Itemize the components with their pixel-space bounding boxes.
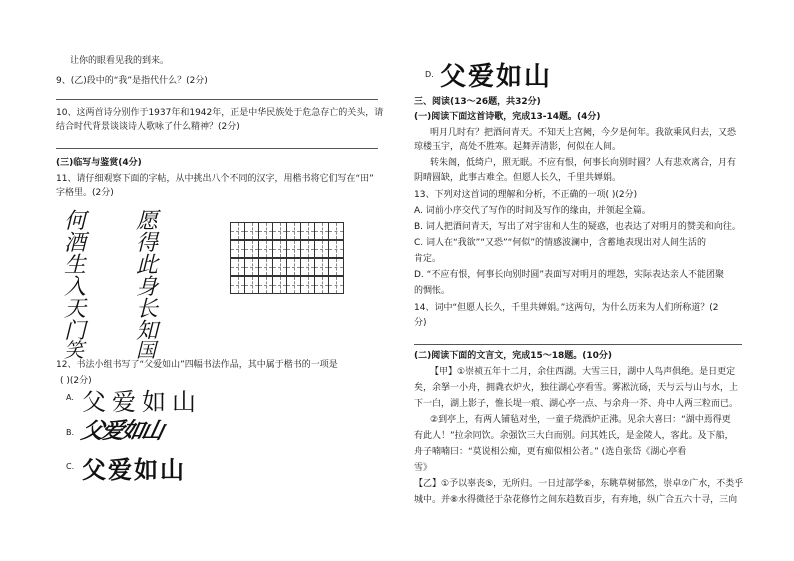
wenyan-jia-line: ②到亭上，有两人铺毡对坐，一童子烧酒炉正沸。见余大喜曰：“湖中焉得更 [430,415,731,425]
q13-option-c-cont: 肯定。 [414,254,442,264]
tian-cell[interactable] [315,223,329,239]
callig-char: 国 [136,338,156,362]
question-10-line2: 结合时代背景谈谈诗人歌咏了什么精神？(2分) [56,122,240,132]
option-d-calligraphy[interactable]: 父爱如山 [440,62,553,92]
tian-cell[interactable] [301,223,315,239]
tian-cell[interactable] [259,223,273,239]
wenyan-yi-line: 城中。并⑧水得微径于杂花修竹之间东趋数百步，有弃地，纵广合五六十寻，三向 [414,495,738,505]
tian-cell[interactable] [259,277,273,293]
tian-cell[interactable] [329,277,343,293]
callig-char: 得 [136,231,159,256]
tian-cell[interactable] [231,259,245,275]
tian-cell[interactable] [287,241,301,257]
option-c-label: C. [66,462,75,471]
tian-cell[interactable] [273,241,287,257]
tian-cell[interactable] [329,259,343,275]
answer-line [414,344,742,345]
subsection-2-title: (二)阅读下面的文言文，完成15～18题。(10分) [414,351,613,361]
question-9: 9、(乙)段中的“我”是指代什么？(2分) [56,76,208,86]
question-12-line2: ( )(2分) [60,376,92,386]
wenyan-jia-line: 雪》 [414,463,433,473]
tian-cell[interactable] [231,241,245,257]
tian-cell[interactable] [245,259,259,275]
wenyan-jia-line: 舟子喃喃曰：“莫说相公痴，更有痴似相公者。” (选自张岱《湖心亭看 [414,447,687,457]
option-a-calligraphy[interactable]: 父爱如山 [82,388,202,416]
callig-char: 知 [136,319,159,344]
tian-grid-row-1[interactable] [230,222,344,240]
tian-cell[interactable] [329,241,343,257]
tian-cell[interactable] [287,277,301,293]
wenyan-yi-line: 【乙】①予以辜丧⑤，无所归。一日过部学⑥，东眺草树郁然，崇卓⑦广水，不类乎 [414,479,744,489]
tian-cell[interactable] [287,223,301,239]
subsection-1-title: (一)阅读下面这首诗歌，完成13-14题。(4分) [414,112,601,122]
callig-char: 此 [136,253,159,278]
question-11-line2: 字格里。(2分) [56,188,114,198]
wenyan-jia-line: 下一白，湖上影子，惟长堤一痕、湖心亭一点、与余舟一芥、舟中人两三粒而已。 [414,399,739,409]
callig-char: 入 [64,275,87,300]
callig-char: 生 [64,253,87,278]
tian-cell[interactable] [315,277,329,293]
callig-char: 身 [136,275,159,300]
tian-cell[interactable] [273,259,287,275]
section-3-title: (三)临写与鉴赏(4分) [56,158,142,168]
option-b-calligraphy[interactable]: 父爱如山 [78,418,165,444]
tian-cell[interactable] [259,259,273,275]
tian-cell[interactable] [245,277,259,293]
continuation-line: 让你的眼看见我的到来。 [70,56,170,66]
callig-char: 愿 [136,209,159,234]
tian-grid-row-4[interactable] [230,276,344,294]
question-10-line1: 10、这两首诗分别作于1937年和1942年，正是中华民族处于危急存亡的关头，请 [56,108,384,118]
option-d-label: D. [425,70,434,79]
tian-cell[interactable] [329,223,343,239]
tian-cell[interactable] [273,277,287,293]
q13-option-b: B. 词人把酒问青天，写出了对宇宙和人生的疑惑，也表达了对明月的赞美和向往。 [414,222,741,232]
option-a-label: A. [66,393,74,402]
question-13: 13、下列对这首词的理解和分析，不正确的一项( )(2分) [414,190,638,200]
poem-line: 琼楼玉宇，高处不胜寒。起舞弄清影，何似在人间。 [414,142,622,152]
tian-cell[interactable] [315,241,329,257]
wenyan-jia-line: 有此人！”拉余同饮。余强饮三大白而别。问其姓氏，是金陵人，客此。及下船， [414,431,734,441]
tian-cell[interactable] [301,241,315,257]
tian-cell[interactable] [273,223,287,239]
callig-char: 何 [64,209,87,234]
wenyan-jia-line: 【甲】①崇祯五年十二月，余住西湖。大雪三日，湖中人鸟声俱绝。是日更定 [430,367,736,377]
question-12-line1: 12、书法小组书写了“父爱如山”四幅书法作品，其中属于楷书的一项是 [56,360,338,370]
answer-line [56,148,378,149]
option-b-label: B. [66,428,75,437]
tian-grid-row-2[interactable] [230,240,344,258]
callig-char: 笑 [64,338,84,362]
tian-cell[interactable] [231,223,245,239]
tian-cell[interactable] [245,241,259,257]
poem-line: 转朱阁，低绮户，照无眠。不应有恨，何事长向别时圆？人有悲欢离合，月有 [430,158,737,168]
wenyan-jia-line: 矣，余拏一小舟，拥毳衣炉火，独往湖心亭看雪。雾凇沆砀，天与云与山与水，上 [414,383,739,393]
callig-char: 门 [64,319,87,344]
answer-line [56,99,378,100]
option-c-calligraphy[interactable]: 父爱如山 [82,455,186,484]
section-reading-title: 三、阅读(13～26题，共32分) [414,97,541,107]
callig-char: 天 [64,297,87,322]
poem-line: 明月几时有？把酒问青天。不知天上宫阙，今夕是何年。我欲乘风归去，又恐 [430,128,737,138]
question-14-line2: 分) [414,318,427,328]
tian-cell[interactable] [315,259,329,275]
q13-option-c: C. 词人在“我欲”“又恐”“何似”的情感波澜中，含蓄地表现出对人间生活的 [414,238,706,248]
tian-grid-row-3[interactable] [230,258,344,276]
q13-option-d-cont: 的惆怅。 [414,286,451,296]
tian-cell[interactable] [245,223,259,239]
callig-char: 酒 [64,231,87,256]
tian-cell[interactable] [301,277,315,293]
poem-line: 阴晴圆缺，此事古难全。但愿人长久，千里共婵娟。 [414,173,622,183]
tian-cell[interactable] [301,259,315,275]
tian-cell[interactable] [231,277,245,293]
callig-char: 长 [136,297,159,322]
tian-cell[interactable] [287,259,301,275]
question-11-line1: 11、请仔细观察下面的字帖，从中挑出八个不同的汉字，用楷书将它们写在“田” [56,174,374,184]
question-14-line1: 14、词中“但愿人长久，千里共婵娟。”这两句，为什么历来为人们所称道？(2 [414,303,719,313]
q13-option-d: D. “不应有恨，何事长向别时圆”表面写对明月的埋怨，实际表达亲人不能团聚 [414,270,724,280]
tian-cell[interactable] [259,241,273,257]
q13-option-a: A. 词前小序交代了写作的时间及写作的缘由，并领起全篇。 [414,206,651,216]
